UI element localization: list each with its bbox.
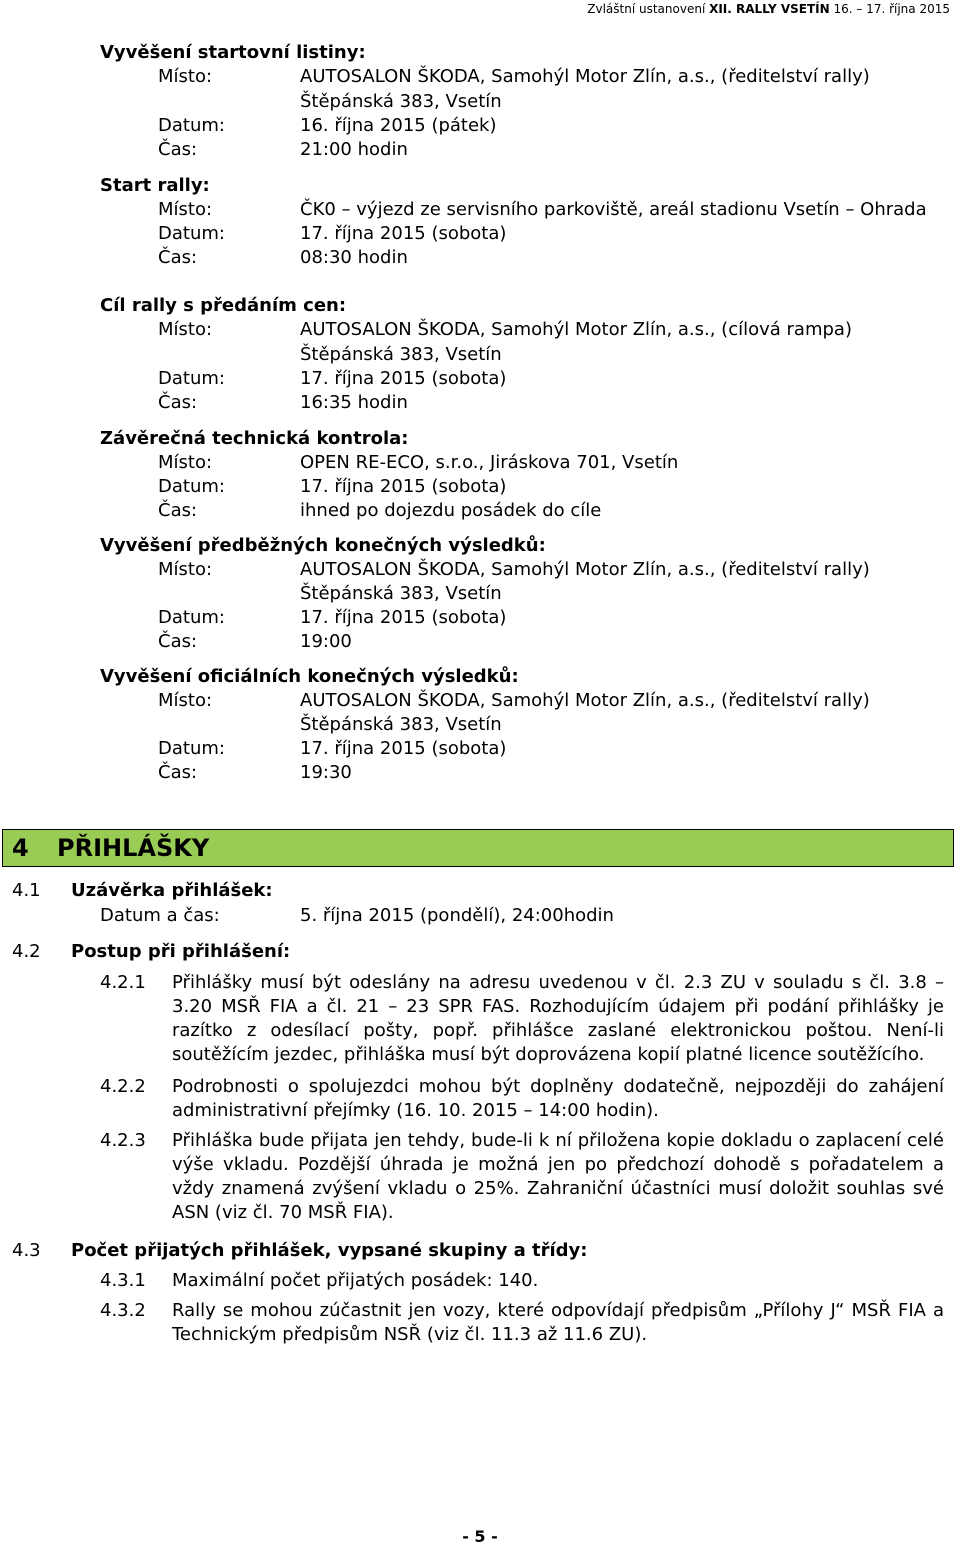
row-label: Místo: (158, 66, 213, 87)
row-label: Čas: (158, 631, 198, 652)
paragraph-text: Podrobnosti o spolujezdci mohou být doplněny dodatečně, nejpozději do zahájení administrativní přejímky (16. 10. 2015 – 14:00 hodin). (172, 1076, 944, 1121)
row-value: 16. října 2015 (pátek) (300, 115, 497, 136)
row-value: 16:35 hodin (300, 392, 408, 413)
row-label: Čas: (158, 247, 198, 268)
paragraph-text: Rally se mohou zúčastnit jen vozy, které odpovídají předpisům „Přílohy J“ MSŘ FIA a Technickým předpisům NSŘ (viz čl. 11.3 až 11.6 ZU). (172, 1300, 944, 1345)
paragraph-text: Přihláška bude přijata jen tehdy, bude-li k ní přiložena kopie dokladu o zaplacení celé výše vkladu. Pozdější úhrada je možná jen po předchozí dohodě s pořadatelem a vždy znamená zvýšení vkladu o 25%. Zahraniční účastníci musí doložit souhlas své ASN (viz čl. 70 MSŘ FIA). (172, 1130, 944, 1223)
row-label: Datum: (158, 223, 225, 244)
row-label: Čas: (158, 392, 198, 413)
schedule-title: Cíl rally s předáním cen: (100, 295, 347, 316)
row-value: AUTOSALON ŠKODA, Samohýl Motor Zlín, a.s., (cílová rampa) (300, 319, 852, 340)
row-label: Místo: (158, 319, 213, 340)
schedule-title: Závěrečná technická kontrola: (100, 428, 409, 449)
section-title: PŘIHLÁŠKY (57, 834, 210, 862)
row-value: 19:00 (300, 631, 352, 652)
header-event: XII. RALLY VSETÍN (709, 2, 830, 16)
row-value: AUTOSALON ŠKODA, Samohýl Motor Zlín, a.s., (ředitelství rally) (300, 690, 870, 711)
row-label: Místo: (158, 452, 213, 473)
row-label: Čas: (158, 139, 198, 160)
section-number: 4 (12, 834, 29, 862)
row-value: 19:30 (300, 762, 352, 783)
row-value: ihned po dojezdu posádek do cíle (300, 500, 602, 521)
row-label: Místo: (158, 690, 213, 711)
row-label: Čas: (158, 762, 198, 783)
paragraph-number: 4.2.2 (100, 1076, 146, 1097)
paragraph-number: 4.2.3 (100, 1130, 146, 1151)
row-label: Čas: (158, 500, 198, 521)
paragraph-number: 4.3.2 (100, 1300, 146, 1321)
schedule-title: Vyvěšení předběžných konečných výsledků: (100, 535, 546, 556)
page-number: - 5 - (462, 1527, 498, 1546)
row-value: 21:00 hodin (300, 139, 408, 160)
row-value: 17. října 2015 (sobota) (300, 476, 507, 497)
paragraph-number: 4.2.1 (100, 972, 146, 993)
row-value: ČK0 – výjezd ze servisního parkoviště, areál stadionu Vsetín – Ohrada (300, 199, 927, 220)
paragraph-text: Přihlášky musí být odeslány na adresu uvedenou v čl. 2.3 ZU v souladu s čl. 3.8 – 3.20 MSŘ FIA a čl. 21 – 23 SPR FAS. Rozhodujícím údajem při podání přihlášky je razítko z odesílací pošty, popř. přihlášce zaslané elektronickou poštou. Není-li soutěžícím jezdec, přihláška musí být doprovázena kopií platné licence soutěžícího. (172, 972, 944, 1065)
deadline-value: 5. října 2015 (pondělí), 24:00hodin (300, 905, 614, 926)
row-value: Štěpánská 383, Vsetín (300, 714, 502, 735)
row-value: Štěpánská 383, Vsetín (300, 91, 502, 112)
paragraph-text: Maximální počet přijatých posádek: 140. (172, 1270, 539, 1291)
row-label: Místo: (158, 199, 213, 220)
header-prefix: Zvláštní ustanovení (587, 2, 710, 16)
row-value: 17. října 2015 (sobota) (300, 607, 507, 628)
subsection-number: 4.2 (12, 941, 41, 962)
paragraph-number: 4.3.1 (100, 1270, 146, 1291)
subsection-title: Postup při přihlášení: (71, 941, 291, 962)
row-label: Datum: (158, 476, 225, 497)
schedule-title: Vyvěšení oficiálních konečných výsledků: (100, 666, 519, 687)
row-value: Štěpánská 383, Vsetín (300, 583, 502, 604)
row-value: 17. října 2015 (sobota) (300, 223, 507, 244)
schedule-title: Vyvěšení startovní listiny: (100, 42, 366, 63)
subsection-title: Uzávěrka přihlášek: (71, 880, 273, 901)
running-header (587, 2, 950, 16)
row-label: Datum: (158, 738, 225, 759)
row-value: OPEN RE-ECO, s.r.o., Jiráskova 701, Vsetín (300, 452, 679, 473)
row-label: Datum: (158, 115, 225, 136)
row-label: Místo: (158, 559, 213, 580)
row-label: Datum: (158, 607, 225, 628)
subsection-number: 4.1 (12, 880, 41, 901)
row-value: Štěpánská 383, Vsetín (300, 344, 502, 365)
subsection-number: 4.3 (12, 1240, 41, 1261)
row-value: AUTOSALON ŠKODA, Samohýl Motor Zlín, a.s., (ředitelství rally) (300, 559, 870, 580)
row-value: 17. října 2015 (sobota) (300, 738, 507, 759)
row-value: AUTOSALON ŠKODA, Samohýl Motor Zlín, a.s., (ředitelství rally) (300, 66, 870, 87)
deadline-label: Datum a čas: (100, 905, 220, 926)
row-value: 08:30 hodin (300, 247, 408, 268)
schedule-title: Start rally: (100, 175, 210, 196)
subsection-title: Počet přijatých přihlášek, vypsané skupiny a třídy: (71, 1240, 588, 1261)
row-value: 17. října 2015 (sobota) (300, 368, 507, 389)
header-dates: 16. – 17. října 2015 (829, 2, 950, 16)
row-label: Datum: (158, 368, 225, 389)
